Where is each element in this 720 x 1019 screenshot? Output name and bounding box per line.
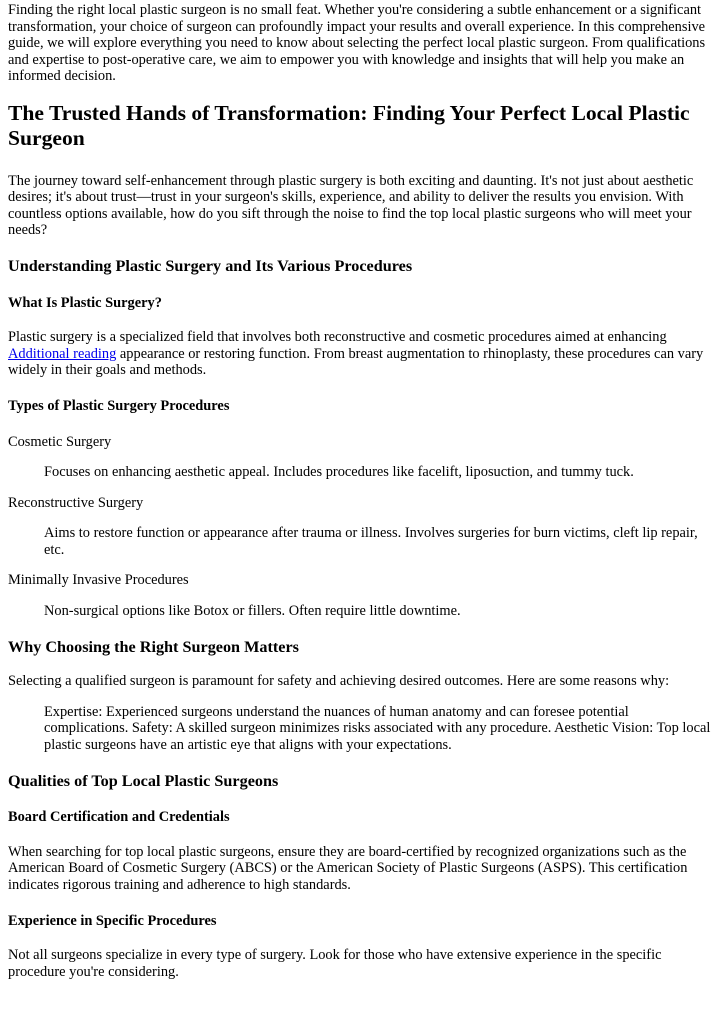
what-is-heading: What Is Plastic Surgery? <box>8 294 162 311</box>
journey-paragraph: The journey toward self-enhancement through plastic surgery is both exciting and daunting. It's not just about aesthetic desires; it's about trust—trust in your surgeon's skills, experience, and ability to deliver the results you envision. With countless options available, how do you sift through the noise to find the top local plastic surgeons who will meet your needs? <box>8 172 694 239</box>
board-heading: Board Certification and Credentials <box>8 809 230 826</box>
additional-reading-link[interactable]: Additional reading <box>8 345 117 362</box>
experience-paragraph: Not all surgeons specialize in every type of surgery. Look for those who have extensive experience in the specific procedure you're considering. <box>8 947 662 980</box>
procedure-term: Reconstructive Surgery <box>8 494 144 511</box>
procedure-description: Non-surgical options like Botox or fillers. Often require little downtime. <box>44 603 461 620</box>
experience-heading: Experience in Specific Procedures <box>8 912 217 929</box>
types-heading: Types of Plastic Surgery Procedures <box>8 397 230 414</box>
why-lead-paragraph: Selecting a qualified surgeon is paramount for safety and achieving desired outcomes. Here are some reasons why: <box>8 673 670 690</box>
understanding-heading: Understanding Plastic Surgery and Its Various Procedures <box>8 256 413 275</box>
board-paragraph: When searching for top local plastic surgeons, ensure they are board-certified by recognized organizations such as the American Board of Cosmetic Surgery (ABCS) or the American Society of Plastic Surgeons (ASPS). This certification indicates rigorous training and adherence to high standards. <box>8 843 688 893</box>
procedure-term: Minimally Invasive Procedures <box>8 572 189 589</box>
qualities-heading: Qualities of Top Local Plastic Surgeons <box>8 771 279 790</box>
what-is-paragraph <box>8 329 712 379</box>
procedure-term: Cosmetic Surgery <box>8 433 112 450</box>
why-heading: Why Choosing the Right Surgeon Matters <box>8 637 299 656</box>
procedure-description: Aims to restore function or appearance after trauma or illness. Involves surgeries for burn victims, cleft lip repair, etc. <box>44 525 698 558</box>
procedure-description: Focuses on enhancing aesthetic appeal. Includes procedures like facelift, liposuction, and tummy tuck. <box>44 464 634 481</box>
procedure-types-list <box>8 434 712 620</box>
page-title: The Trusted Hands of Transformation: Finding Your Perfect Local Plastic Surgeon <box>8 100 690 150</box>
what-is-text-after: appearance or restoring function. From breast augmentation to rhinoplasty, these procedures can vary widely in their goals and methods. <box>8 345 704 379</box>
what-is-text-before: Plastic surgery is a specialized field that involves both reconstructive and cosmetic procedures aimed at enhancing <box>8 329 667 346</box>
article <box>0 2 720 980</box>
why-reasons-block: Expertise: Experienced surgeons understand the nuances of human anatomy and can foresee potential complications. Safety: A skilled surgeon minimizes risks associated with any procedure. Aesthetic Vision: Top local plastic surgeons have an artistic eye that aligns with your expectations. <box>44 703 711 754</box>
intro-paragraph: Finding the right local plastic surgeon is no small feat. Whether you're considering a subtle enhancement or a significant transformation, your choice of surgeon can profoundly impact your results and overall experience. In this comprehensive guide, we will explore everything you need to know about selecting the perfect local plastic surgeon. From qualifications and expertise to post-operative care, we aim to empower you with knowledge and insights that will help you make an informed decision. <box>8 2 706 85</box>
